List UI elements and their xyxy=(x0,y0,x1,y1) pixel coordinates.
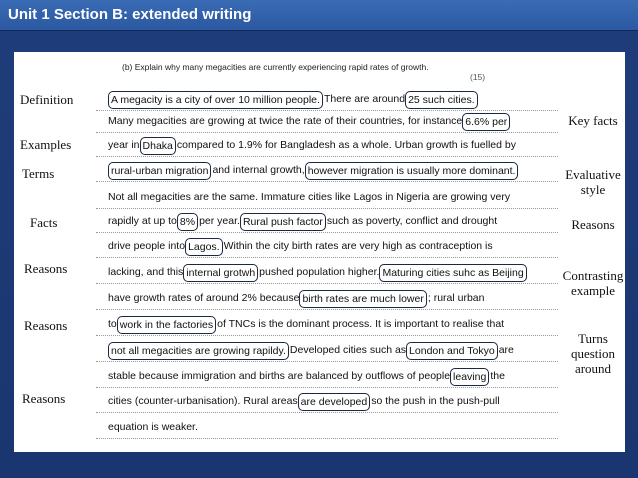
essay-text-segment: equation is weaker. xyxy=(108,421,198,433)
highlighted-phrase: Rural push factor xyxy=(240,213,326,231)
highlighted-phrase: Lagos. xyxy=(185,238,223,256)
essay-text-segment: such as poverty, conflict and drought xyxy=(326,215,498,227)
essay-text-segment: to xyxy=(108,318,117,330)
label-definition: Definition xyxy=(20,92,74,107)
essay-text-segment: pushed population higher. xyxy=(259,266,380,278)
highlighted-phrase: Maturing cities suhc as Beijing xyxy=(379,264,526,282)
label-terms: Terms xyxy=(22,166,55,181)
essay-text-segment: of TNCs is the dominant process. It is important to realise that xyxy=(217,318,505,330)
exam-question: (b) Explain why many megacities are currently experiencing rapid rates of growth. xyxy=(122,62,429,72)
highlighted-phrase: work in the factories xyxy=(117,316,216,334)
essay-text-segment: Within the city birth rates are very high as contraception is xyxy=(223,240,493,252)
highlighted-phrase: however migration is usually more dominant. xyxy=(305,162,519,180)
essay-text-segment: lacking, and this xyxy=(108,266,184,278)
label-key-facts: Key facts xyxy=(568,113,618,128)
label-reasons-right: Reasons xyxy=(571,217,615,232)
label-turns-question-around: Turns question around xyxy=(570,331,616,376)
label-contrasting-example: Contrasting example xyxy=(562,268,624,298)
label-reasons-2: Reasons xyxy=(24,318,68,333)
essay-text-segment: compared to 1.9% for Bangladesh as a whole. Urban growth is fuelled by xyxy=(176,139,516,151)
label-facts: Facts xyxy=(30,215,58,230)
highlighted-phrase: rural-urban migration xyxy=(108,162,211,180)
slide-title: Unit 1 Section B: extended writing xyxy=(8,6,252,23)
essay-text-segment: the xyxy=(490,370,505,382)
essay-text-segment: Developed cities such as xyxy=(289,344,407,356)
highlighted-phrase: are developed xyxy=(298,393,371,411)
label-examples: Examples xyxy=(20,137,72,152)
essay-text-segment: are xyxy=(498,344,514,356)
essay-text-segment: year in xyxy=(108,139,140,151)
essay-text-segment: Not all megacities are the same. Immature cities like Lagos in Nigeria are growing very xyxy=(108,191,511,203)
highlighted-phrase: not all megacities are growing rapildy. xyxy=(108,342,289,360)
highlighted-phrase: internal grotwh xyxy=(183,264,258,282)
essay-text-segment: so the push in the push-pull xyxy=(371,395,500,407)
highlighted-phrase: 8% xyxy=(177,213,198,231)
essay-text-segment: rapidly at up to xyxy=(108,215,177,227)
essay-text-segment: Many megacities are growing at twice the rate of their countries, for instance xyxy=(108,115,463,127)
essay-text-segment: have growth rates of around 2% because xyxy=(108,292,300,304)
essay-text-segment: and internal growth, xyxy=(212,164,305,176)
label-evaluative-style: Evaluative style xyxy=(565,167,621,197)
highlighted-phrase: 6.6% per xyxy=(462,113,510,131)
highlighted-phrase: leaving xyxy=(450,368,489,386)
essay-text-segment: There are around xyxy=(323,93,406,105)
essay-text-segment: cities (counter-urbanisation). Rural areas xyxy=(108,395,298,407)
essay-text-segment: ; rural urban xyxy=(427,292,485,304)
highlighted-phrase: birth rates are much lower xyxy=(299,290,426,308)
highlighted-phrase: A megacity is a city of over 10 million people. xyxy=(108,91,323,109)
label-reasons-3: Reasons xyxy=(22,391,66,406)
highlighted-phrase: London and Tokyo xyxy=(406,342,498,360)
essay-text-segment: per year. xyxy=(199,215,240,227)
essay-text-segment: stable because immigration and births are balanced by outflows of people xyxy=(108,370,451,382)
slide-title-bar xyxy=(0,0,638,31)
label-reasons-1: Reasons xyxy=(24,261,68,276)
exam-marks: (15) xyxy=(470,72,486,82)
essay-text-segment: drive people into xyxy=(108,240,186,252)
highlighted-phrase: 25 such cities. xyxy=(405,91,478,109)
highlighted-phrase: Dhaka xyxy=(140,137,176,155)
